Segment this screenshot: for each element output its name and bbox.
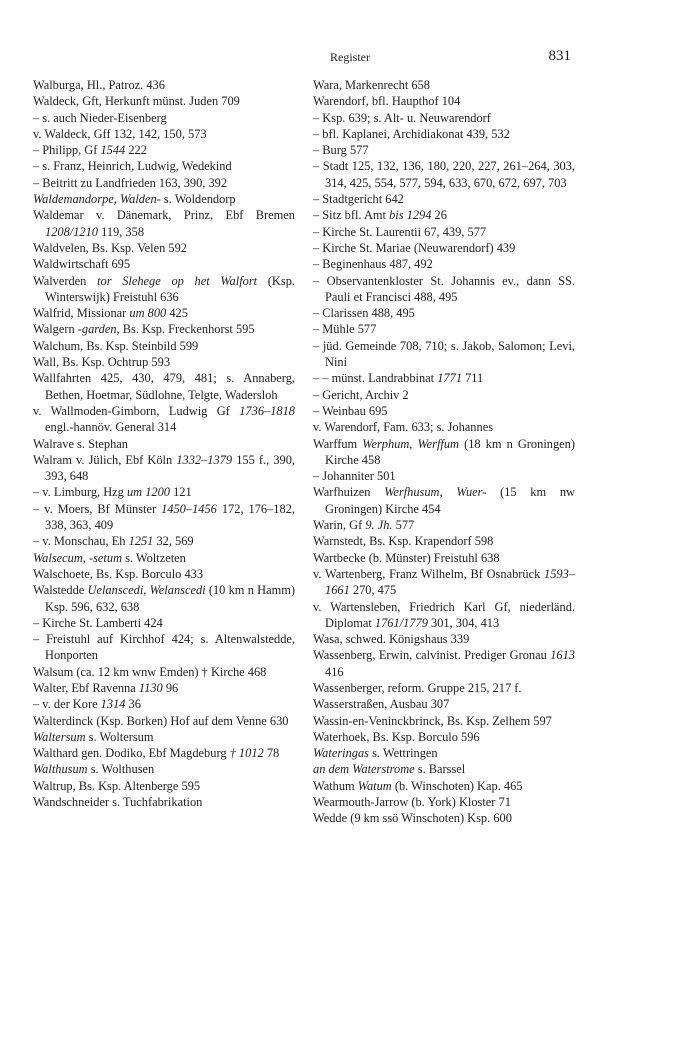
index-column-right <box>313 77 575 827</box>
index-entry-italic-text: † 1012 <box>229 746 264 761</box>
index-entry-italic-text: Werfhusum, Wuer- <box>384 485 487 500</box>
index-entry-text: Warin, Gf <box>313 518 366 533</box>
index-entry <box>313 191 575 207</box>
index-entry <box>33 142 295 158</box>
index-entry <box>313 305 575 321</box>
index-entry-italic-text: 1736–1818 <box>239 403 295 418</box>
index-entry-text: 301, 304, 413 <box>427 615 500 630</box>
index-entry-italic-text: 1450–1456 <box>161 501 217 516</box>
index-entry-text: Wassin-en-Veninckbrinck, Bs. Ksp. Zelhem 597 <box>313 713 552 728</box>
index-entry <box>33 256 295 272</box>
index-entry <box>33 778 295 794</box>
index-entry-text: – Philipp, Gf <box>33 143 101 158</box>
index-entry <box>33 664 295 680</box>
index-entry-italic-text: -garden <box>77 322 117 337</box>
index-entry-text: 36 <box>125 697 141 712</box>
index-entry <box>33 452 295 485</box>
index-entry-italic-text: Walsecum, -setum <box>33 550 123 565</box>
index-entry-text: v. Warendorf, Fam. 633; s. Johannes <box>313 420 494 435</box>
index-entry <box>33 501 295 534</box>
index-entry-italic-text: um 800 <box>129 306 167 321</box>
index-entry <box>313 761 575 777</box>
index-entry <box>313 419 575 435</box>
index-entry <box>33 484 295 500</box>
index-entry <box>33 582 295 615</box>
index-entry-text: – bfl. Kaplanei, Archidiakonat 439, 532 <box>313 126 510 141</box>
index-entry <box>313 468 575 484</box>
index-entry-italic-text: 1771 <box>437 371 463 386</box>
index-entry <box>33 240 295 256</box>
index-column-left <box>33 77 295 810</box>
index-entry-text: – v. Monschau, Eh <box>33 534 129 549</box>
index-entry-text: 172, 176–182, 338, 363, 409 <box>45 501 295 533</box>
index-entry <box>33 631 295 664</box>
index-entry-text: – Mühle 577 <box>313 322 377 337</box>
index-entry-text: Wassenberger, reform. Gruppe 215, 217 f. <box>313 680 522 695</box>
index-entry <box>313 387 575 403</box>
index-entry-text: engl.-hannöv. General 314 <box>45 420 177 435</box>
index-entry <box>313 729 575 745</box>
index-entry <box>33 696 295 712</box>
index-entry-text: Wall, Bs. Ksp. Ochtrup 593 <box>33 355 171 370</box>
index-entry-text: (Ksp. Winterswijk) Freistuhl 636 <box>45 273 295 304</box>
index-entry-text: Waldemar v. Dänemark, Prinz, Ebf Bremen <box>33 208 295 223</box>
index-entry-italic-text: 1761/1779 <box>374 615 428 630</box>
index-entry <box>313 696 575 712</box>
index-entry-text: v. Wartenberg, Franz Wilhelm, Bf Osnabrück <box>313 566 545 581</box>
index-entry <box>313 647 575 680</box>
index-entry-text: , Bs. Ksp. Freckenhorst 595 <box>116 322 255 337</box>
index-entry-text: – – münst. Landrabbinat <box>313 371 438 386</box>
page-number: 831 <box>548 48 571 64</box>
index-entry <box>313 745 575 761</box>
index-entry <box>313 370 575 386</box>
index-entry-text: – s. Franz, Heinrich, Ludwig, Wedekind <box>33 159 232 174</box>
index-entry <box>33 158 295 174</box>
index-entry-text: – Kirche St. Laurentii 67, 439, 577 <box>313 224 487 239</box>
index-entry-text: 119, 358 <box>98 224 145 239</box>
index-entry <box>313 713 575 729</box>
index-entry-text: s. Woldendorp <box>160 192 236 207</box>
index-entry-text: 222 <box>125 143 147 158</box>
index-entry <box>313 680 575 696</box>
index-entry-text: (18 km n Groningen) Kirche 458 <box>325 436 575 467</box>
index-entry <box>33 713 295 729</box>
index-entry <box>33 93 295 109</box>
index-entry-text: – v. der Kore <box>33 697 101 712</box>
index-entry-text: s. Wolthusen <box>87 762 155 777</box>
index-entry-italic-text: Wateringas <box>313 746 369 761</box>
page-header <box>0 48 700 68</box>
index-entry-text: 155 f., 390, 393, 648 <box>45 452 295 484</box>
index-entry <box>33 175 295 191</box>
index-entry-italic-text: 1251 <box>128 534 154 549</box>
index-entry-text: Waldvelen, Bs. Ksp. Velen 592 <box>33 240 187 255</box>
index-entry-text: Walfrid, Missionar <box>33 306 130 321</box>
index-entry <box>33 338 295 354</box>
index-entry-text: s. Woltzeten <box>122 550 186 565</box>
index-entry-text: Walstedde <box>33 583 88 598</box>
index-entry-text: Walterdinck (Ksp. Borken) Hof auf dem Venne 630 <box>33 713 289 728</box>
index-entry-text: Walrave s. Stephan <box>33 436 128 451</box>
index-entry-text: – s. auch Nieder-Eisenberg <box>33 110 167 125</box>
index-entry <box>313 240 575 256</box>
index-entry-text: Wartbecke (b. Münster) Freistuhl 638 <box>313 550 500 565</box>
index-entry <box>313 484 575 517</box>
index-entry-text: Warfhuizen <box>313 485 385 500</box>
index-entry-italic-text: Uelanscedi, Welanscedi <box>87 583 206 598</box>
index-entry-text: 270, 475 <box>349 583 397 598</box>
index-entry-text: – Weinbau 695 <box>313 403 388 418</box>
index-entry-text: – v. Limburg, Hzg <box>33 485 127 500</box>
index-entry-text: Walter, Ebf Ravenna <box>33 680 139 695</box>
index-entry <box>313 126 575 142</box>
index-entry <box>33 680 295 696</box>
index-entry-text: 96 <box>162 680 179 695</box>
index-entry <box>33 794 295 810</box>
index-entry-italic-text: 1613 <box>550 648 575 663</box>
index-entry <box>313 778 575 794</box>
index-entry-text: Waterhoek, Bs. Ksp. Borculo 596 <box>313 729 480 744</box>
index-entry-italic-text: 1593–1661 <box>325 566 575 598</box>
index-entry-text: Wasa, schwed. Königshaus 339 <box>313 632 470 647</box>
index-entry <box>313 533 575 549</box>
index-entry <box>33 436 295 452</box>
index-entry-italic-text: Walthusum <box>33 762 88 777</box>
index-entry-text: Wathum <box>313 778 358 793</box>
index-entry <box>313 142 575 158</box>
index-entry <box>33 566 295 582</box>
index-entry <box>313 110 575 126</box>
index-entry-text: – Sitz bfl. Amt <box>313 208 390 223</box>
index-entry-text: Waldeck, Gft, Herkunft münst. Juden 709 <box>33 94 240 109</box>
index-entry-text: s. Wettringen <box>369 746 438 761</box>
index-entry-text: – Kirche St. Mariae (Neuwarendorf) 439 <box>313 240 516 255</box>
index-entry <box>313 338 575 371</box>
index-entry-text: – Observantenkloster St. Johannis ev., dann SS. Pauli et Francisci 488, 495 <box>313 273 575 304</box>
index-entry-text: s. Barssel <box>414 762 466 777</box>
index-entry <box>313 631 575 647</box>
index-entry <box>313 436 575 469</box>
index-entry <box>313 794 575 810</box>
index-entry-text: – Johanniter 501 <box>313 469 396 484</box>
index-entry <box>33 403 295 436</box>
index-entry-text: Wallfahrten 425, 430, 479, 481; s. Annaberg, Bethen, Hoetmar, Südlohne, Telgte, Wadersloh <box>33 371 295 402</box>
index-entry <box>313 517 575 533</box>
index-entry-text: (b. Winschoten) Kap. 465 <box>391 778 523 793</box>
index-entry-text: Walthard gen. Dodiko, Ebf Magdeburg <box>33 746 230 761</box>
index-entry <box>33 110 295 126</box>
index-entry <box>33 207 295 240</box>
index-entry-text: – Gericht, Archiv 2 <box>313 387 409 402</box>
index-entry <box>33 729 295 745</box>
index-entry-text: v. Waldeck, Gff 132, 142, 150, 573 <box>33 126 207 141</box>
index-entry <box>33 126 295 142</box>
index-entry <box>33 761 295 777</box>
index-entry <box>33 550 295 566</box>
index-entry-italic-text: bis 1294 <box>389 208 432 223</box>
index-entry <box>313 273 575 306</box>
index-entry-text: Waldwirtschaft 695 <box>33 257 131 272</box>
index-entry-text: 416 <box>325 664 344 679</box>
index-entry-text: 711 <box>462 371 484 386</box>
index-entry-text: 26 <box>431 208 447 223</box>
running-title: Register <box>330 50 370 64</box>
index-entry-text: Wara, Markenrecht 658 <box>313 78 431 92</box>
index-entry-text: – Beitritt zu Landfrieden 163, 390, 392 <box>33 175 228 190</box>
index-entry-text: Wearmouth-Jarrow (b. York) Kloster 71 <box>313 795 511 810</box>
index-entry-text: v. Wallmoden-Gimborn, Ludwig Gf <box>33 403 240 418</box>
index-entry <box>313 599 575 632</box>
index-entry-text: – Stadt 125, 132, 136, 180, 220, 227, 261–264, 303, 314, 425, 554, 577, 594, 633, 670, 672, 697, 703 <box>313 159 575 190</box>
index-entry-text: – v. Moers, Bf Münster <box>33 501 162 516</box>
index-entry-text: Wassenberg, Erwin, calvinist. Prediger Gronau <box>313 648 551 663</box>
index-entry-italic-text: Werphum, Werffum <box>362 436 460 451</box>
index-entry-text: 425 <box>166 306 188 321</box>
index-entry-text: – Ksp. 639; s. Alt- u. Neuwarendorf <box>313 110 491 125</box>
index-entry <box>313 207 575 223</box>
index-entry-text: Wasserstraßen, Ausbau 307 <box>313 697 450 712</box>
index-entry-italic-text: 1544 <box>100 143 126 158</box>
index-entry-italic-text: um 1200 <box>126 485 170 500</box>
index-entry <box>313 256 575 272</box>
index-entry <box>313 550 575 566</box>
index-entry-text: (10 km n Hamm) Ksp. 596, 632, 638 <box>45 583 295 614</box>
index-entry <box>313 403 575 419</box>
index-entry-text: v. Wartensleben, Friedrich Karl Gf, niederländ. Diplomat <box>313 599 575 630</box>
index-entry-text: Warendorf, bfl. Haupthof 104 <box>313 94 461 109</box>
index-entry-text: Waltrup, Bs. Ksp. Altenberge 595 <box>33 778 201 793</box>
index-entry <box>313 566 575 599</box>
index-entry-text: Walchum, Bs. Ksp. Steinbild 599 <box>33 338 199 353</box>
index-entry-text: (15 km nw Groningen) Kirche 454 <box>325 485 575 516</box>
index-entry <box>313 158 575 191</box>
index-entry <box>33 745 295 761</box>
index-entry-text: Walsum (ca. 12 km wnw Emden) † Kirche 468 <box>33 664 267 679</box>
index-entry <box>33 354 295 370</box>
index-entry-text: – Clarissen 488, 495 <box>313 306 415 321</box>
index-entry-text: 121 <box>169 485 192 500</box>
index-entry-text: – Burg 577 <box>313 143 369 158</box>
index-entry <box>33 615 295 631</box>
index-entry-text: 32, 569 <box>153 534 194 549</box>
index-entry-text: Walburga, Hl., Patroz. 436 <box>33 78 165 92</box>
index-entry-text: s. Woltersum <box>85 729 154 744</box>
index-entry-text: Walverden <box>33 273 98 288</box>
index-entry <box>313 321 575 337</box>
index-entry <box>33 370 295 403</box>
index-entry-italic-text: 1332–1379 <box>176 452 233 467</box>
index-entry-text: Walgern <box>33 322 78 337</box>
index-entry-italic-text: tor Slehege op het Walfort <box>97 273 258 288</box>
index-entry-italic-text: 1208/1210 <box>45 224 99 239</box>
index-entry <box>33 191 295 207</box>
index-entry-text: – jüd. Gemeinde 708, 710; s. Jakob, Salomon; Levi, Nini <box>313 338 575 370</box>
index-entry <box>313 810 575 826</box>
index-entry <box>33 273 295 306</box>
index-entry <box>313 224 575 240</box>
index-entry <box>33 305 295 321</box>
index-entry <box>33 533 295 549</box>
index-entry-text: – Kirche St. Lamberti 424 <box>33 615 163 630</box>
index-entry-italic-text: 1130 <box>138 680 163 695</box>
index-entry-text: – Stadtgericht 642 <box>313 192 404 207</box>
index-entry-text: Walram v. Jülich, Ebf Köln <box>33 452 177 467</box>
index-entry-text: 78 <box>263 746 280 761</box>
index-entry <box>33 321 295 337</box>
index-entry-italic-text: Waldemandorpe, Walden- <box>33 192 161 207</box>
index-entry-text: Walschoete, Bs. Ksp. Borculo 433 <box>33 566 204 581</box>
index-entry <box>313 77 575 93</box>
index-entry <box>313 93 575 109</box>
index-entry-italic-text: 1314 <box>100 697 126 712</box>
index-entry-text: Warnstedt, Bs. Ksp. Krapendorf 598 <box>313 534 494 549</box>
index-entry <box>33 77 295 93</box>
index-entry-text: – Freistuhl auf Kirchhof 424; s. Altenwalstedde, Honporten <box>33 632 295 663</box>
index-entry-italic-text: Waltersum <box>33 729 86 744</box>
index-entry-text: Wedde (9 km ssö Winschoten) Ksp. 600 <box>313 811 512 826</box>
index-entry-text: Wandschneider s. Tuchfabrikation <box>33 795 203 810</box>
index-entry-text: – Beginenhaus 487, 492 <box>313 257 433 272</box>
index-entry-text: 577 <box>392 518 415 533</box>
index-entry-italic-text: Watum <box>357 778 392 793</box>
index-entry-italic-text: an dem Waterstrome <box>313 762 415 777</box>
index-entry-text: Warffum <box>313 436 363 451</box>
index-entry-italic-text: 9. Jh. <box>365 518 393 533</box>
